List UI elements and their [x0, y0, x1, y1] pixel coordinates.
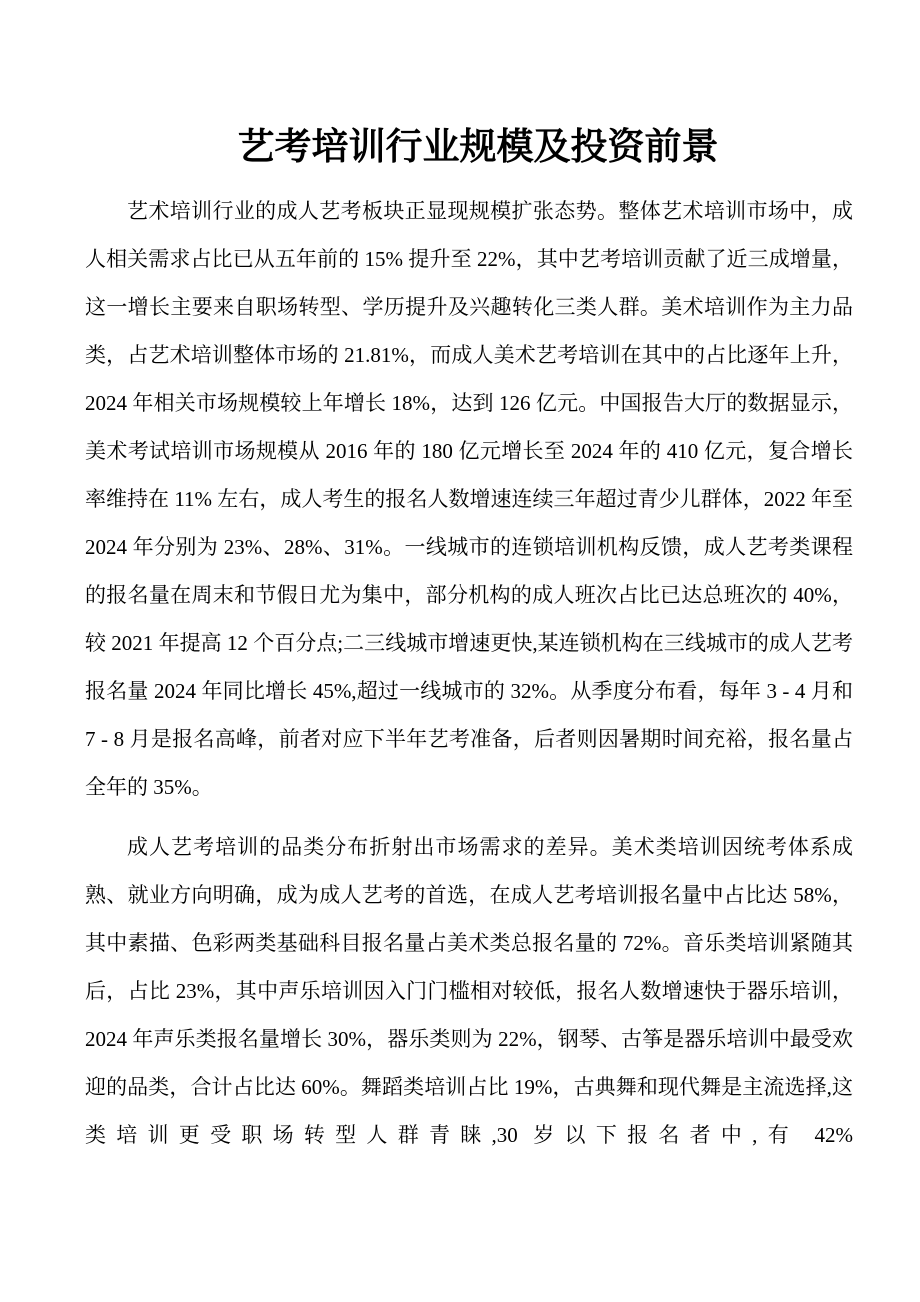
- document-title: 艺考培训行业规模及投资前景: [237, 126, 719, 167]
- paragraph-1: 艺术培训行业的成人艺考板块正显现规模扩张态势。整体艺术培训市场中，成人相关需求占比已从五年前的 15% 提升至 22%，其中艺考培训贡献了近三成增量，这一增长主要来自职场转型、学历提升及兴趣转化三类人群。美术培训作为主力品类，占艺术培训整体市场的 21.81%，而成人美术艺考培训在其中的占比逐年上升，2024 年相关市场规模较上年增长 18%，达到 126 亿元。中国报告大厅的数据显示，美术考试培训市场规模从 2016 年的 180 亿元增长至 2024 年的 410 亿元，复合增长率维持在 11% 左右，成人考生的报名人数增速连续三年超过青少儿群体，2022 年至 2024 年分别为 23%、28%、31%。一线城市的连锁培训机构反馈，成人艺考类课程的报名量在周末和节假日尤为集中，部分机构的成人班次占比已达总班次的 40%，较 2021 年提高 12 个百分点;二三线城市增速更快,某连锁机构在三线城市的成人艺考报名量 2024 年同比增长 45%,超过一线城市的 32%。从季度分布看，每年 3 - 4 月和 7 - 8 月是报名高峰，前者对应下半年艺考准备，后者则因暑期时间充裕，报名量占全年的 35%。: [85, 199, 853, 799]
- paragraph-2: 成人艺考培训的品类分布折射出市场需求的差异。美术类培训因统考体系成熟、就业方向明确，成为成人艺考的首选，在成人艺考培训报名量中占比达 58%，其中素描、色彩两类基础科目报名量占美术类总报名量的 72%。音乐类培训紧随其后，占比 23%，其中声乐培训因入门门槛相对较低，报名人数增速快于器乐培训，2024 年声乐类报名量增长 30%，器乐类则为 22%，钢琴、古筝是器乐培训中最受欢迎的品类，合计占比达 60%。舞蹈类培训占比 19%，古典舞和现代舞是主流选择,这类培训更受职场转型人群青睐,30 岁以下报名者中,有 42%: [85, 835, 853, 1147]
- document-body: [85, 187, 853, 1159]
